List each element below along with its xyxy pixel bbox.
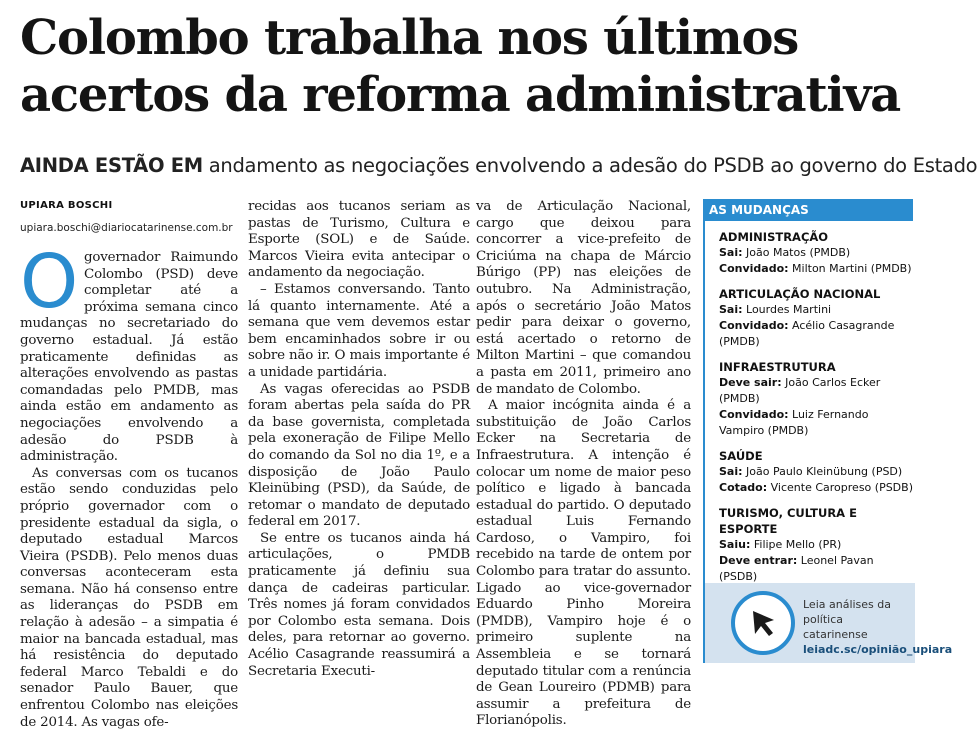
sidebar-section-title: SAÚDE — [719, 449, 763, 463]
paragraph — [20, 239, 238, 466]
sidebar-section-administracao — [719, 229, 913, 277]
sidebar-section-turismo — [719, 505, 913, 585]
sidebar-line — [719, 245, 913, 261]
cursor-arrow-icon — [747, 607, 779, 639]
sidebar-section-infraestrutura — [719, 359, 913, 439]
drop-cap: O — [20, 239, 79, 325]
sidebar-section-title: ARTICULAÇÃO NACIONAL — [719, 287, 881, 301]
paragraph: va de Articulação Nacional, cargo que deixou para concorrer a vice-prefeito de Criciúma na chapa de Márcio Búrigo (PP) nas eleições de outubro. Na Administração, após o secretário João Matos pedir para deixar o governo, está acertado o retorno de Milton Martini – que comandou a pasta em 2011, primeiro ano de mandato de Colombo. — [476, 199, 691, 397]
sidebar-line — [719, 553, 913, 585]
paragraph: As vagas oferecidas ao PSDB foram abertas pela saída do PR da base governista, completada pela exoneração de Filipe Mello do comando da Sol no dia 1º, e a disposição de João Paulo Kleinübing (PSD), da Saúde, de retomar o mandato de deputado federal em 2017. — [248, 381, 470, 530]
headline-line-2: acertos da reforma administrativa — [20, 67, 901, 123]
paragraph: recidas aos tucanos seriam as pastas de Turismo, Cultura e Esporte (SOL) e de Saúde. Marcos Vieira evita antecipar o andamento da negociação. — [248, 199, 470, 281]
author-email[interactable]: upiara.boschi@diariocatarinense.com.br — [20, 222, 233, 234]
sidebar-line — [719, 318, 913, 350]
paragraph: – Estamos conversando. Tanto lá quanto internamente. Até a semana que vem devemos estar bem encaminhados sobre ir ou sobre não ir. O mais importante é a unidade partidária. — [248, 281, 470, 380]
headline-line-1: Colombo trabalha nos últimos — [20, 10, 799, 66]
sidebar-line-key: Sai: — [719, 465, 743, 478]
sidebar-section-title: INFRAESTRUTURA — [719, 360, 836, 374]
sidebar-line — [719, 464, 913, 480]
sidebar-line-key: Convidado: — [719, 408, 789, 421]
sidebar-line-value: João Paulo Kleinübung (PSD) — [742, 465, 903, 478]
paragraph: Se entre os tucanos ainda há articulações, o PMDB praticamente já definiu sua dança de cadeiras particular. Três nomes já foram convidados por Colombo esta semana. Dois deles, para retornar ao governo. Acélio Casagrande reassumirá a Secretaria Executi- — [248, 530, 470, 679]
promo-badge — [731, 591, 795, 655]
sidebar-line-key: Sai: — [719, 246, 743, 259]
sidebar-line — [719, 302, 913, 318]
promo-text — [803, 597, 953, 657]
sidebar-section-title: TURISMO, CULTURA E ESPORTE — [719, 506, 857, 536]
opinion-promo-box[interactable] — [703, 583, 953, 663]
sidebar-line-value: Filipe Mello (PR) — [750, 538, 842, 551]
sidebar-line-value: Leonel Pavan (PSDB) — [719, 554, 874, 583]
article-column-3 — [476, 199, 691, 729]
sidebar-line-value: Vicente Caropreso (PSDB) — [767, 481, 913, 494]
sidebar-line — [719, 407, 913, 439]
headline — [20, 10, 920, 124]
sidebar-line-value: João Carlos Ecker (PMDB) — [719, 376, 881, 405]
subhead-lead: AINDA ESTÃO EM — [20, 154, 203, 177]
paragraph: As conversas com os tucanos estão sendo conduzidas pelo próprio governador com o presidente estadual da sigla, o deputado estadual Marcos Vieira (PSDB). Pelo menos duas conversas aconteceram esta semana. Não há consenso entre as lideranças do PSDB em relação à adesão – a simpatia é maior na bancada estadual, mas há resistência do deputado federal Marco Tebaldi e do senador Paulo Bauer, que enfrentou Colombo nas eleições de 2014. As vagas ofe- — [20, 465, 238, 730]
sidebar-line-value: Luiz Fernando Vampiro (PMDB) — [719, 408, 869, 437]
sidebar-line — [719, 480, 913, 496]
author-name: UPIARA BOSCHI — [20, 200, 113, 211]
sidebar-section-title: ADMINISTRAÇÃO — [719, 230, 829, 244]
promo-link[interactable]: leiadc.sc/opinião_upiara — [803, 643, 953, 656]
paragraph: A maior incógnita ainda é a substituição de João Carlos Ecker na Secretaria de Infraestrutura. A intenção é colocar um nome de maior peso político e ligado à bancada estadual do partido. O deputado estadual Luis Fernando Cardoso, o Vampiro, foi recebido na tarde de ontem por Colombo para tratar do assunto. Ligado ao vice-governador Eduardo Pinho Moreira (PMDB), Vampiro hoje é o primeiro suplente na Assembleia e se tornará deputado titular com a renúncia de Gean Loureiro (PDMB) para assumir a prefeitura de Florianópolis. — [476, 398, 691, 729]
sidebar-line-key: Convidado: — [719, 262, 789, 275]
sidebar-title: AS MUDANÇAS — [703, 199, 913, 221]
sidebar-line-value: Acélio Casagrande (PMDB) — [719, 319, 895, 348]
article-column-2 — [248, 199, 470, 690]
sidebar-line-value: João Matos (PMDB) — [742, 246, 851, 259]
sidebar-line-key: Saiu: — [719, 538, 751, 551]
sidebar-line-key: Deve entrar: — [719, 554, 798, 567]
article-column-1 — [20, 239, 238, 730]
sidebar-body — [703, 221, 913, 591]
subhead-rest: andamento as negociações envolvendo a adesão do PSDB ao governo do Estado — [202, 154, 977, 177]
sidebar-section-articulacao — [719, 286, 913, 350]
promo-caption: Leia análises da política catarinense — [803, 598, 892, 641]
sidebar-line — [719, 261, 913, 277]
sidebar-line — [719, 537, 913, 553]
sidebar-line-value: Milton Martini (PMDB) — [788, 262, 912, 275]
paragraph-text: governador Raimundo Colombo (PSD) deve completar até a próxima semana cinco mudanças no secretariado do governo estadual. Já estão praticamente definidas as alterações envolvendo as pastas comandadas pelo PMDB, mas ainda estão em andamento as negociações envolvendo a adesão do PSDB à administração. — [20, 250, 238, 465]
sidebar-line — [719, 375, 913, 407]
sidebar-line-value: Lourdes Martini — [742, 303, 832, 316]
subhead — [20, 153, 977, 179]
sidebar-section-saude — [719, 448, 913, 496]
sidebar-line-key: Cotado: — [719, 481, 768, 494]
sidebar-line-key: Deve sair: — [719, 376, 782, 389]
sidebar-line-key: Convidado: — [719, 319, 789, 332]
sidebar-line-key: Sai: — [719, 303, 743, 316]
